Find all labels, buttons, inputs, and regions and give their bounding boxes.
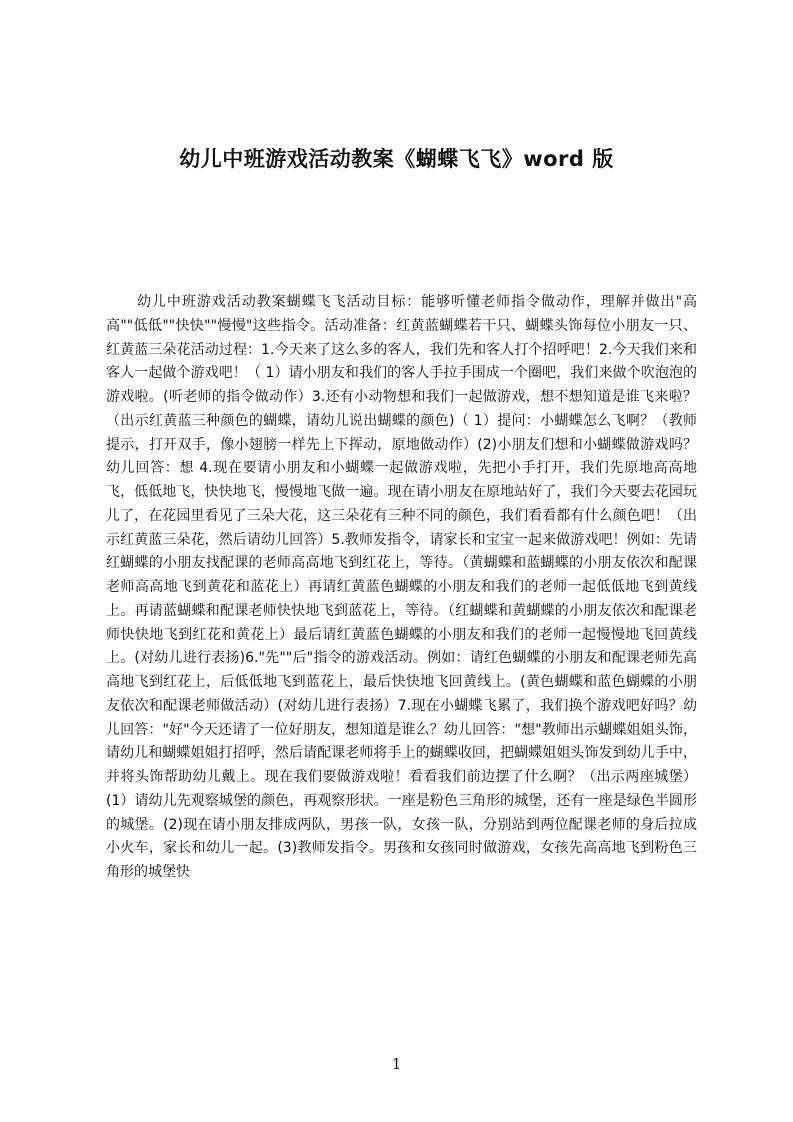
page-number: 1 — [391, 1055, 402, 1073]
document-title: 幼儿中班游戏活动教案《蝴蝶飞飞》word 版 — [179, 147, 614, 171]
document-body-paragraph: 幼儿中班游戏活动教案蝴蝶飞飞活动目标：能够听懂老师指令做动作，理解并做出"高高""低低""快快""慢慢"这些指令。活动准备：红黄蓝蝴蝶若干只、蝴蝶头饰每位小朋友一只、红黄蓝三朵花活动过程：1.今天来了这么多的客人，我们先和客人打个招呼吧！2.今天我们来和客人一起做个游戏吧！（ 1）请小朋友和我们的客人手拉手围成一个圈吧，我们来做个吹泡泡的游戏啦。(听老师的指令做动作）3.还有小动物想和我们一起做游戏，想不想知道是谁飞来啦？（出示红黄蓝三种颜色的蝴蝶，请幼儿说出蝴蝶的颜色)（ 1）提问：小蝴蝶怎么飞啊？（教师提示，打开双手，像小翅膀一样先上下挥动，原地做动作）(2)小朋友们想和小蝴蝶做游戏吗？幼儿回答：想 4.现在要请小朋友和小蝴蝶一起做游戏啦，先把小手打开，我们先原地高高地飞，低低地飞，快快地飞，慢慢地飞做一遍。现在请小朋友在原地站好了，我们今天要去花园玩儿了，在花园里看见了三朵大花，这三朵花有三种不同的颜色，我们看看都有什么颜色吧！（出示红黄蓝三朵花，然后请幼儿回答）5.教师发指令，请家长和宝宝一起来做游戏吧！例如：先请红蝴蝶的小朋友找配课的老师高高地飞到红花上，等待。（黄蝴蝶和蓝蝴蝶的小朋友依次和配课老师高高地飞到黄花和蓝花上）再请红黄蓝色蝴蝶的小朋友和我们的老师一起低低地飞到黄线上。再请蓝蝴蝶和配课老师快快地飞到蓝花上，等待。（红蝴蝶和黄蝴蝶的小朋友依次和配课老师快快地飞到红花和黄花上）最后请红黄蓝色蝴蝶的小朋友和我们的老师一起慢慢地飞回黄线上。(对幼儿进行表扬)6."先""后"指令的游戏活动。例如：请红色蝴蝶的小朋友和配课老师先高高地飞到红花上，后低低地飞到蓝花上，最后快快地飞回黄线上。(黄色蝴蝶和蓝色蝴蝶的小朋友依次和配课老师做活动）(对幼儿进行表扬）7.现在小蝴蝶飞累了，我们换个游戏吧好吗？幼儿回答："好"今天还请了一位好朋友，想知道是谁么？幼儿回答："想"教师出示蝴蝶姐姐头饰，请幼儿和蝴蝶姐姐打招呼，然后请配课老师将手上的蝴蝶收回，把蝴蝶姐姐头饰发到幼儿手中，并将头饰帮助幼儿戴上。现在我们要做游戏啦！看看我们前边摆了什么啊？（出示两座城堡）(1）请幼儿先观察城堡的颜色，再观察形状。一座是粉色三角形的城堡，还有一座是绿色半圆形的城堡。(2)现在请小朋友排成两队，男孩一队，女孩一队，分别站到两位配课老师的身后拉成小火车，家长和幼儿一起。(3)教师发指令。男孩和女孩同时做游戏，女孩先高高地飞到粉色三角形的城堡快 — [106, 294, 697, 880]
